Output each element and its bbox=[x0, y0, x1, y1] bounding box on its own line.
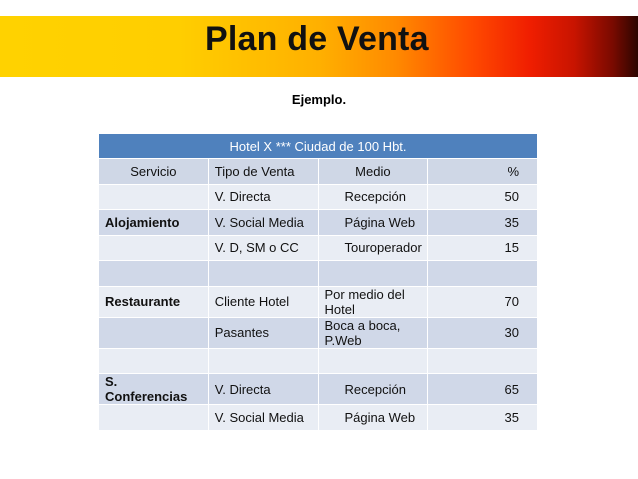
cell-servicio: S. Conferencias bbox=[99, 374, 209, 405]
header-medio: Medio bbox=[318, 159, 428, 185]
table-row bbox=[99, 184, 538, 210]
header-servicio: Servicio bbox=[99, 159, 209, 185]
cell-percent: 50 bbox=[428, 184, 538, 210]
table-row bbox=[99, 210, 538, 236]
cell-tipo-de-venta: V. Directa bbox=[208, 374, 318, 405]
table-header-row bbox=[99, 159, 538, 185]
cell-servicio bbox=[99, 261, 209, 287]
table-row bbox=[99, 348, 538, 374]
table-row bbox=[99, 286, 538, 317]
cell-servicio bbox=[99, 405, 209, 431]
cell-servicio: Alojamiento bbox=[99, 210, 209, 236]
cell-tipo-de-venta: Pasantes bbox=[208, 317, 318, 348]
page-title: Plan de Venta bbox=[205, 20, 429, 58]
cell-medio bbox=[318, 261, 428, 287]
cell-percent: 70 bbox=[428, 286, 538, 317]
cell-tipo-de-venta bbox=[208, 348, 318, 374]
cell-percent: 35 bbox=[428, 210, 538, 236]
cell-medio: Boca a boca, P.Web bbox=[318, 317, 428, 348]
table-caption: Hotel X *** Ciudad de 100 Hbt. bbox=[99, 134, 538, 159]
header-percent: % bbox=[428, 159, 538, 185]
table-row bbox=[99, 374, 538, 405]
cell-tipo-de-venta: V. Social Media bbox=[208, 210, 318, 236]
cell-percent: 15 bbox=[428, 235, 538, 261]
cell-percent bbox=[428, 348, 538, 374]
cell-tipo-de-venta: Cliente Hotel bbox=[208, 286, 318, 317]
cell-medio: Recepción bbox=[318, 184, 428, 210]
cell-tipo-de-venta: V. Directa bbox=[208, 184, 318, 210]
header-tipo-de-venta: Tipo de Venta bbox=[208, 159, 318, 185]
cell-medio: Página Web bbox=[318, 405, 428, 431]
table-row bbox=[99, 235, 538, 261]
cell-servicio bbox=[99, 235, 209, 261]
cell-percent bbox=[428, 261, 538, 287]
cell-tipo-de-venta bbox=[208, 261, 318, 287]
cell-percent: 30 bbox=[428, 317, 538, 348]
cell-medio: Touroperador bbox=[318, 235, 428, 261]
table-row bbox=[99, 317, 538, 348]
cell-medio bbox=[318, 348, 428, 374]
cell-servicio bbox=[99, 348, 209, 374]
cell-servicio bbox=[99, 184, 209, 210]
sales-plan-table-container bbox=[98, 133, 538, 431]
cell-percent: 35 bbox=[428, 405, 538, 431]
sales-plan-table bbox=[98, 133, 538, 431]
cell-servicio: Restaurante bbox=[99, 286, 209, 317]
cell-tipo-de-venta: V. D, SM o CC bbox=[208, 235, 318, 261]
cell-tipo-de-venta: V. Social Media bbox=[208, 405, 318, 431]
cell-servicio bbox=[99, 317, 209, 348]
page-subtitle: Ejemplo. bbox=[291, 92, 347, 107]
cell-medio: Por medio del Hotel bbox=[318, 286, 428, 317]
cell-percent: 65 bbox=[428, 374, 538, 405]
cell-medio: Página Web bbox=[318, 210, 428, 236]
table-row bbox=[99, 405, 538, 431]
cell-medio: Recepción bbox=[318, 374, 428, 405]
table-row bbox=[99, 261, 538, 287]
